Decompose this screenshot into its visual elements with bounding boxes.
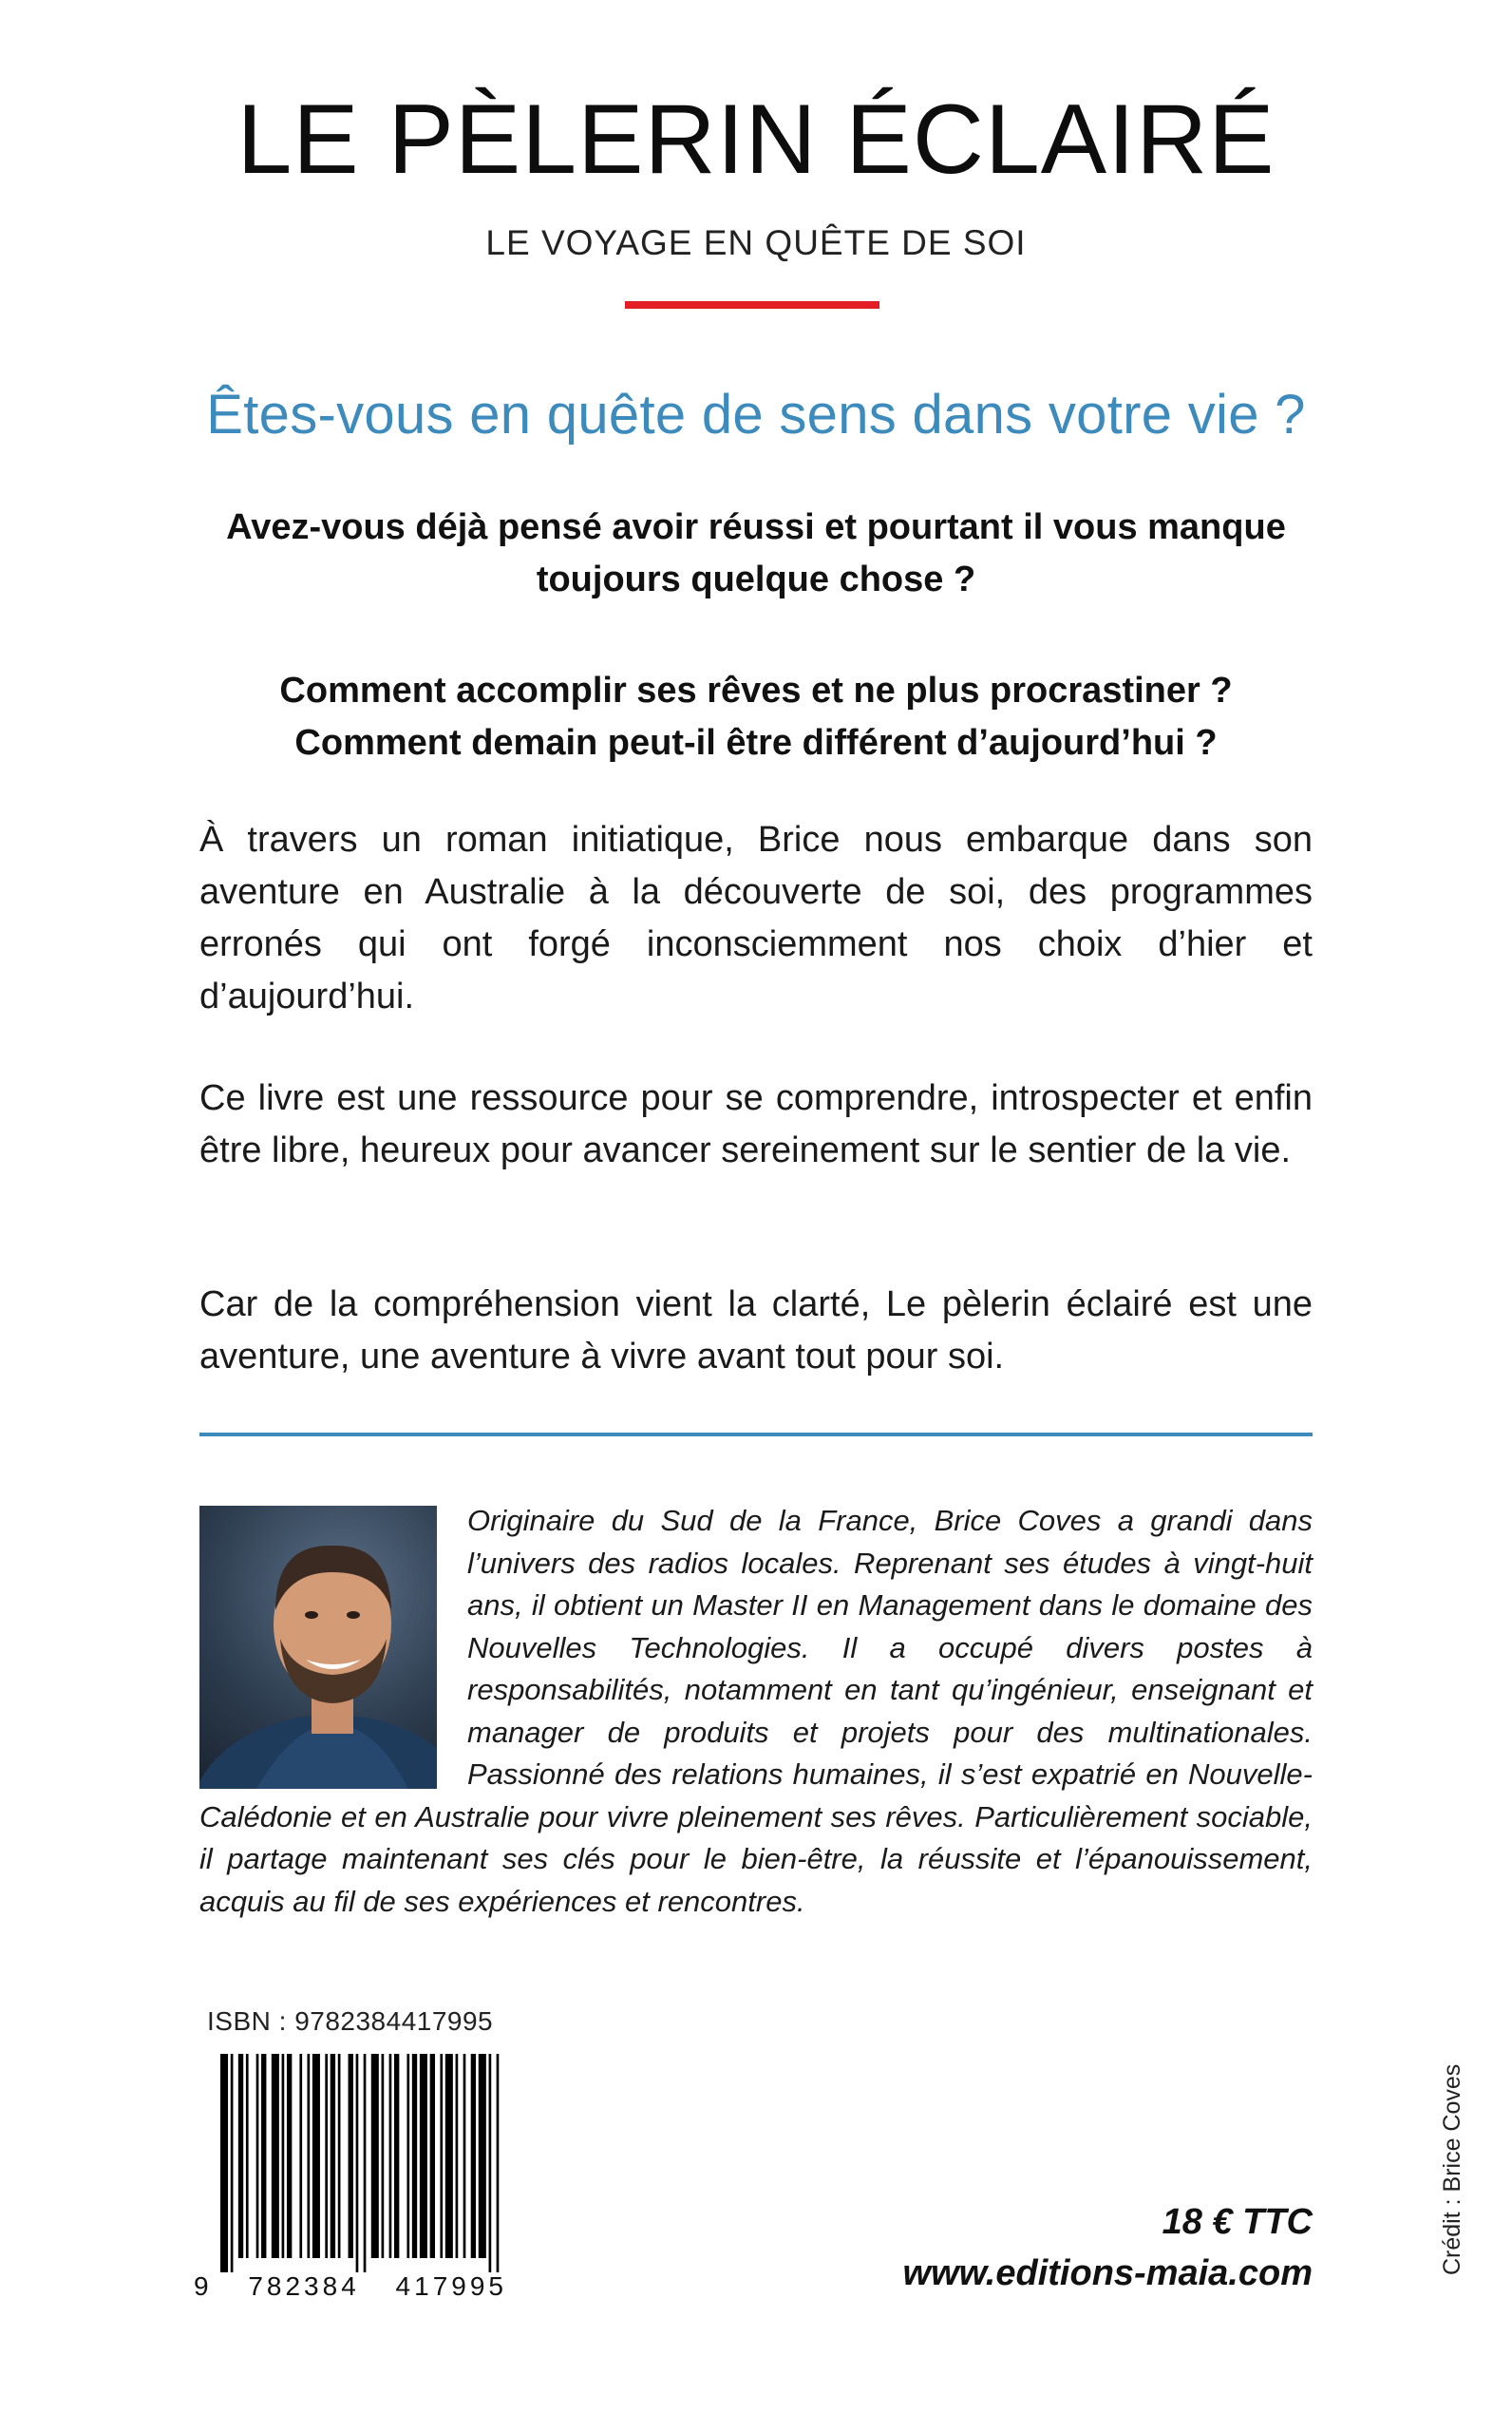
barcode-bar	[287, 2054, 292, 2258]
author-bio-block	[199, 1500, 1313, 1923]
blue-divider	[199, 1433, 1313, 1436]
red-divider	[625, 301, 879, 309]
barcode-bar	[325, 2054, 328, 2258]
barcode-bar	[282, 2054, 285, 2258]
barcode-bar	[456, 2054, 459, 2258]
barcode	[220, 2054, 501, 2272]
barcode-bar	[246, 2054, 249, 2258]
question-2: Comment accomplir ses rêves et ne plus procrastiner ?	[279, 671, 1233, 711]
publisher-website[interactable]: www.editions-maia.com	[902, 2253, 1313, 2293]
barcode-bar	[272, 2054, 279, 2258]
questions-group	[161, 665, 1351, 769]
barcode-bar	[471, 2054, 476, 2258]
barcode-bar	[331, 2054, 335, 2258]
barcode-bar	[440, 2054, 443, 2258]
barcode-digits	[194, 2271, 507, 2302]
tagline-heading: Êtes-vous en quête de sens dans votre vie ?	[206, 384, 1306, 446]
barcode-bar	[389, 2054, 392, 2258]
barcode-bar	[420, 2054, 427, 2258]
paragraph-2: Ce livre est une ressource pour se comprendre, introspecter et enfin être libre, heureux pour avancer sereinement sur le sentier de la vie.	[199, 1078, 1313, 1170]
book-subtitle: LE VOYAGE EN QUÊTE DE SOI	[485, 223, 1027, 262]
isbn-label: ISBN : 9782384417995	[207, 2006, 494, 2036]
photo-spacer	[199, 1500, 467, 1793]
price-label: 18 € TTC	[1162, 2202, 1313, 2242]
barcode-bar	[445, 2054, 453, 2258]
barcode-bar	[394, 2054, 399, 2258]
author-bio-text: Originaire du Sud de la France, Brice Coves a grandi dans l’univers des radios locales. Reprenant ses études à vingt-huit ans, il obtient un Master II en Management dans le domaine des Nouvelles Technologies. Il a occupé divers postes à responsabilités, notamment en tant qu’ingénieur, enseignant et manager de produits et projets pour des multinationales. Passionné des relations humaines, il s’est expatrié en Nouvelle-Calédonie et en Australie pour vivre pleinement ses rêves. Particulièrement sociable, il partage maintenant ses clés pour le bien-être, la réussite et l’épanouissement, acquis au fil de ses expériences et rencontres.	[199, 1504, 1313, 1918]
barcode-bar	[382, 2054, 385, 2258]
barcode-bar	[349, 2054, 353, 2258]
barcode-bar	[238, 2054, 243, 2258]
book-title: LE PÈLERIN ÉCLAIRÉ	[236, 85, 1276, 195]
barcode-bar	[256, 2054, 259, 2258]
question-1: Avez-vous déjà pensé avoir réussi et pourtant il vous manque toujours quelque chose ?	[226, 507, 1286, 599]
barcode-digits-right: 417995	[395, 2271, 507, 2301]
barcode-bar	[479, 2054, 486, 2258]
barcode-bar	[231, 2054, 234, 2272]
barcode-bar	[497, 2054, 500, 2272]
barcode-digit-lead: 9	[194, 2271, 213, 2301]
photo-credit: Crédit : Brice Coves	[1439, 2063, 1465, 2275]
barcode-bar	[489, 2054, 492, 2272]
paragraph-3: Car de la compréhension vient la clarté, Le pèlerin éclairé est une aventure, une aventure à vivre avant tout pour soi.	[199, 1284, 1313, 1377]
barcode-digits-left: 782384	[248, 2271, 360, 2301]
barcode-bar	[338, 2054, 341, 2258]
barcode-bar	[371, 2054, 379, 2258]
barcode-bar	[307, 2054, 310, 2258]
barcode-bar	[406, 2054, 409, 2258]
barcode-bar	[430, 2054, 435, 2258]
barcode-bar	[261, 2054, 266, 2258]
question-3: Comment demain peut-il être différent d’aujourd’hui ?	[294, 723, 1218, 763]
barcode-bar	[356, 2054, 359, 2272]
barcode-bar	[463, 2054, 466, 2258]
barcode-bar	[412, 2054, 417, 2258]
barcode-bar	[312, 2054, 320, 2258]
paragraph-1: À travers un roman initiatique, Brice nous embarque dans son aventure en Australie à la découverte de soi, des programmes erronés qui ont forgé inconsciemment nos choix d’hier et d’aujourd’hui.	[199, 820, 1313, 1016]
barcode-bar	[299, 2054, 302, 2258]
barcode-bar	[364, 2054, 367, 2272]
barcode-bar	[220, 2054, 228, 2272]
